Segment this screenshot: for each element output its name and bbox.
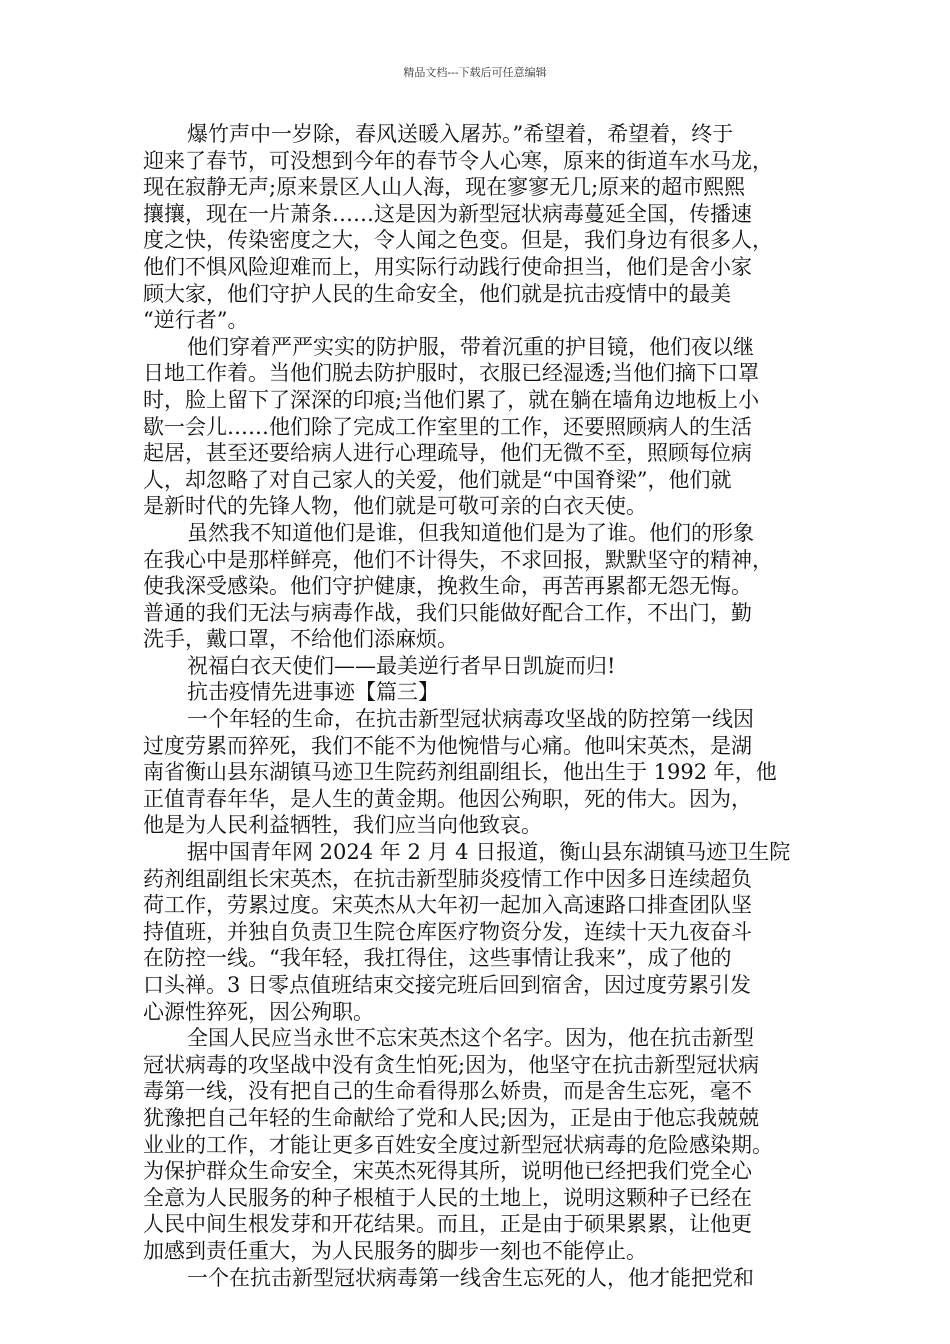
text-line: 使我深受感染。他们守护健康，挽救生命，再苦再累都无怨无悔。 bbox=[143, 574, 752, 599]
text-line: 口头禅。3 日零点值班结束交接完班后回到宿舍，因过度劳累引发 bbox=[143, 973, 752, 997]
text-line: 现在寂静无声;原来景区人山人海，现在寥寥无几;原来的超市熙熙 bbox=[143, 175, 746, 200]
paragraph-start-line: 一个年轻的生命，在抗击新型冠状病毒攻坚战的防控第一线因 bbox=[187, 707, 754, 732]
text-line: 在我心中是那样鲜亮，他们不计得失，不求回报，默默坚守的精神， bbox=[143, 547, 773, 572]
paragraph-start-line: 祝福白衣天使们——最美逆行者早日凯旋而归! bbox=[187, 653, 616, 678]
text-line: 时，脸上留下了深深的印痕;当他们累了，就在躺在墙角边地板上小 bbox=[143, 387, 760, 412]
text-line: 起居，甚至还要给病人进行心理疏导，他们无微不至，照顾每位病 bbox=[143, 441, 752, 466]
text-line: 药剂组副组长宋英杰，在抗击新型肺炎疫情工作中因多日连续超负 bbox=[143, 866, 752, 891]
text-line: 洗手，戴口罩，不给他们添麻烦。 bbox=[143, 627, 458, 652]
text-line: 冠状病毒的攻坚战中没有贪生怕死;因为，他坚守在抗击新型冠状病 bbox=[143, 1052, 760, 1077]
paragraph-start-line: 爆竹声中一岁除，春风送暖入屠苏。”希望着，希望着，终于 bbox=[187, 122, 734, 146]
text-line: 歇一会儿……他们除了完成工作室里的工作，还要照顾病人的生活 bbox=[143, 414, 752, 439]
text-line: 为保护群众生命安全，宋英杰死得其所，说明他已经把我们党全心 bbox=[143, 1159, 752, 1184]
text-line: 是新时代的先锋人物，他们就是可敬可亲的白衣天使。 bbox=[143, 494, 647, 519]
text-line: 全意为人民服务的种子根植于人民的土地上，说明这颗种子已经在 bbox=[143, 1185, 752, 1210]
paragraph-start-line: 抗击疫情先进事迹【篇三】 bbox=[187, 680, 439, 705]
text-line: 人民中间生根发芽和开花结果。而且，正是由于硕果累累，让他更 bbox=[143, 1212, 752, 1237]
paragraph-start-line: 据中国青年网 2024 年 2 月 4 日报道，衡山县东湖镇马迹卫生院 bbox=[187, 840, 791, 865]
text-line: 荷工作，劳累过度。宋英杰从大年初一起加入高速路口排查团队坚 bbox=[143, 893, 752, 918]
text-line: 普通的我们无法与病毒作战，我们只能做好配合工作，不出门，勤 bbox=[143, 600, 752, 625]
text-line: 业业的工作，才能让更多百姓安全度过新型冠状病毒的危险感染期。 bbox=[143, 1132, 773, 1157]
text-line: 毒第一线，没有把自己的生命看得那么娇贵，而是舍生忘死，毫不 bbox=[143, 1079, 752, 1104]
paragraph-start-line: 全国人民应当永世不忘宋英杰这个名字。因为，他在抗击新型 bbox=[187, 1026, 754, 1051]
text-line: 日地工作着。当他们脱去防护服时，衣服已经湿透;当他们摘下口罩 bbox=[143, 361, 760, 386]
text-line: 正值青春年华，是人生的黄金期。他因公殉职，死的伟大。因为， bbox=[143, 786, 752, 811]
text-line: 迎来了春节，可没想到今年的春节令人心寒，原来的街道车水马龙， bbox=[143, 148, 773, 173]
page-header: 精品文档---下载后可任意编辑 bbox=[403, 66, 547, 79]
text-line: 过度劳累而猝死，我们不能不为他惋惜与心痛。他叫宋英杰，是湖 bbox=[143, 733, 752, 758]
text-line: 度之快，传染密度之大，令人闻之色变。但是，我们身边有很多人， bbox=[143, 228, 773, 253]
text-line: 持值班，并独自负责卫生院仓库医疗物资分发，连续十天九夜奋斗 bbox=[143, 919, 752, 944]
text-line: 他是为人民利益牺牲，我们应当向他致哀。 bbox=[143, 813, 542, 838]
text-line: 心源性猝死，因公殉职。 bbox=[143, 999, 374, 1024]
text-line: 加感到责任重大，为人民服务的脚步一刻也不能停止。 bbox=[143, 1238, 647, 1263]
text-line: 南省衡山县东湖镇马迹卫生院药剂组副组长，他出生于 1992 年，他 bbox=[143, 760, 777, 785]
text-line: 在防控一线。“我年轻，我扛得住，这些事情让我来”，成了他的 bbox=[143, 946, 732, 971]
text-line: 顾大家，他们守护人民的生命安全，他们就是抗击疫情中的最美 bbox=[143, 281, 731, 306]
text-line: 人，却忽略了对自己家人的关爱，他们就是“中国脊梁”，他们就 bbox=[143, 467, 732, 492]
text-line: “逆行者”。 bbox=[143, 308, 249, 333]
text-line: 攘攘，现在一片萧条……这是因为新型冠状病毒蔓延全国，传播速 bbox=[143, 201, 752, 226]
text-line: 犹豫把自己年轻的生命献给了党和人民;因为，正是由于他忘我兢兢 bbox=[143, 1105, 760, 1130]
text-line: 他们不惧风险迎难而上，用实际行动践行使命担当，他们是舍小家 bbox=[143, 254, 752, 279]
paragraph-start-line: 虽然我不知道他们是谁，但我知道他们是为了谁。他们的形象 bbox=[187, 520, 754, 545]
document-body bbox=[143, 121, 813, 1291]
paragraph-start-line: 一个在抗击新型冠状病毒第一线舍生忘死的人，他才能把党和 bbox=[187, 1265, 754, 1290]
paragraph-start-line: 他们穿着严严实实的防护服，带着沉重的护目镜，他们夜以继 bbox=[187, 334, 754, 359]
